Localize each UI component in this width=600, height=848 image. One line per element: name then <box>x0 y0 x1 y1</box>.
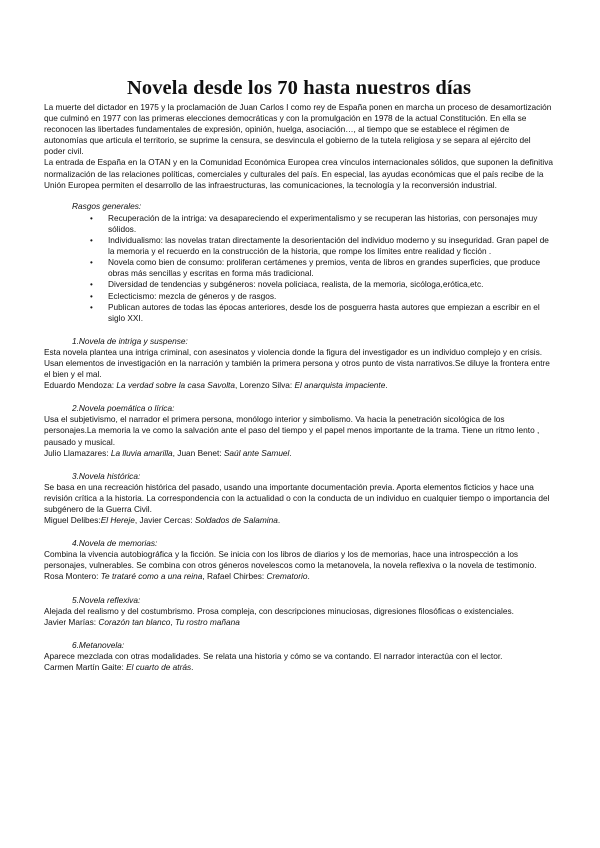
list-item: • Publican autores de todas las épocas anteriores, desde los de posguerra hasta autores que empiezan a escribir en el siglo XXI. <box>90 302 554 324</box>
work-title: Saúl ante Samuel <box>223 447 290 458</box>
separator: . <box>385 380 388 391</box>
author-name: Lorenzo Silva: <box>239 380 295 391</box>
section-title: 5.Novela reflexiva: <box>72 594 141 605</box>
intro-paragraph-1: La muerte del dictador en 1975 y la proclamación de Juan Carlos I como rey de España ponen en marcha un proceso de desamortización que culminó en 1977 con las primeras elecciones democráticas y con la promulgación en 1978 de la actual Constitución. En ella se reconocen las libertades fundamentales de expresión, opinión, huelga, asociación…, al tiempo que se establece el régimen de autonomías que articula el territorio, se suprime la censura, se desvincula el gobierno de la tutela religiosa y se separa al ejército del poder civil. <box>44 102 552 157</box>
author-name: Miguel Delibes: <box>44 515 101 526</box>
work-title: El Hereje <box>100 515 135 526</box>
author-name: Rosa Montero: <box>44 571 101 582</box>
list-item: • Diversidad de tendencias y subgéneros: novela policiaca, realista, de la memoria, sicóloga,erótica,etc. <box>90 279 554 290</box>
list-item: • Novela como bien de consumo: proliferan certámenes y premios, venta de libros en grandes superficies, que produce obras más sencillas y escritas en forma más tradicional. <box>90 257 554 279</box>
work-title: Tu rostro mañana <box>175 616 240 627</box>
rasgos-list <box>44 213 554 324</box>
section-title: 3.Novela histórica: <box>72 470 141 481</box>
section-authors <box>44 380 554 391</box>
section-text: Se basa en una recreación histórica del pasado, usando una importante documentación previa. Aporta elementos ficticios y hace una revisión crítica a la historia. La correspondencia con la actualidad o con la conducta de un individuo en cualquier tiempo o importancia del subgénero de la Guerra Civil. <box>44 481 550 514</box>
separator: . <box>277 515 281 526</box>
list-item: • Individualismo: las novelas tratan directamente la desorientación del individuo moderno y su inseguridad. Gran papel de la memoria y el recuerdo en la construcción de la historia, que rompe los límites entre realidad y ficción . <box>90 235 554 257</box>
section-text: Alejada del realismo y del costumbrismo. Prosa compleja, con descripciones minuciosas, digresiones filosóficas o existenciales. <box>44 605 514 616</box>
work-title: El anarquista impaciente <box>294 380 386 391</box>
section-text: Esta novela plantea una intriga criminal, con asesinatos y violencia donde la figura del investigador es un individuo complejo y en crisis. Usan elementos de investigación en la narración y también la primera persona y otros punto de vista narrativos.Se diluye la frontera entre el bien y el mal. <box>44 346 550 380</box>
author-name: Carmen Martín Gaite: <box>44 662 127 673</box>
list-item: • Recuperación de la intriga: va desapareciendo el experimentalismo y se recuperan las historias, con personajes muy sólidos. <box>90 213 554 235</box>
author-name: Julio Llamazares: <box>44 447 111 458</box>
work-title: Soldados de Salamina <box>194 515 278 526</box>
author-name: Juan Benet: <box>177 447 224 458</box>
section-authors <box>44 515 554 526</box>
separator: , <box>234 380 240 391</box>
rasgos-title: Rasgos generales: <box>72 200 142 211</box>
section-authors <box>44 662 554 673</box>
page-title: Novela desde los 70 hasta nuestros días <box>126 77 472 99</box>
section-text: Combina la vivencia autobiográfica y la ficción. Se inicia con los libros de diarios y los de memorias, hace una introspección a los personajes, vulnerables. Se combina con otros géneros novelescos como la metanovela, la novela reflexiva o la novela de testimonio. <box>44 549 537 571</box>
separator: , <box>170 616 175 627</box>
work-title: Te trataré como a una reina <box>100 571 203 582</box>
intro <box>44 102 554 191</box>
section-title: 6.Metanovela: <box>72 639 125 650</box>
work-title: El cuarto de atrás <box>126 662 192 673</box>
work-title: Corazón tan blanco <box>98 616 171 627</box>
section-authors <box>44 448 554 459</box>
section-text: Usa el subjetivismo, el narrador el primera persona, monólogo interior y simbolismo. Va hacia la penetración sicológica de los personajes.La memoria la ve como la salvación ante el paso del tiempo y el papel menos importante de la trama. Tiene un ritmo lento , pausado y musical. <box>44 414 540 447</box>
intro-paragraph-2: La entrada de España en la OTAN y en la Comunidad Económica Europea crea vínculos internacionales sólidos, que suponen la definitiva normalización de las relaciones políticas, comerciales y culturales del país. En especial, las ayudas económicas que el país recibe de la Unión Europea permiten el desarrollo de las infraestructuras, las comunicaciones, la tecnología y la reconversión industrial. <box>44 157 554 190</box>
separator: , <box>202 571 207 582</box>
list-item: • Eclecticismo: mezcla de géneros y de rasgos. <box>90 291 554 302</box>
section-authors <box>44 617 554 628</box>
section-title: 1.Novela de intriga y suspense: <box>72 335 188 346</box>
section-text: Aparece mezclada con otras modalidades. Se relata una historia y cómo se va contando. El narrador interactúa con el lector. <box>44 650 503 661</box>
work-title: La lluvia amarilla <box>110 447 173 458</box>
separator: , <box>134 515 140 526</box>
work-title: La verdad sobre la casa Savolta <box>116 380 235 391</box>
author-name: Javier Marías: <box>44 616 99 627</box>
author-name: Rafael Chirbes: <box>206 571 267 582</box>
author-name: Eduardo Mendoza: <box>44 380 117 391</box>
work-title: Crematorio <box>266 571 308 582</box>
section-title: 4.Novela de memorias: <box>72 538 158 549</box>
separator: . <box>307 571 310 582</box>
separator: , <box>172 447 178 458</box>
section-title: 2.Novela poemática o lírica: <box>72 403 175 414</box>
author-name: Javier Cercas: <box>139 515 195 526</box>
sections <box>44 336 554 673</box>
separator: . <box>289 447 292 458</box>
separator: . <box>191 662 194 673</box>
section-authors <box>44 571 554 582</box>
